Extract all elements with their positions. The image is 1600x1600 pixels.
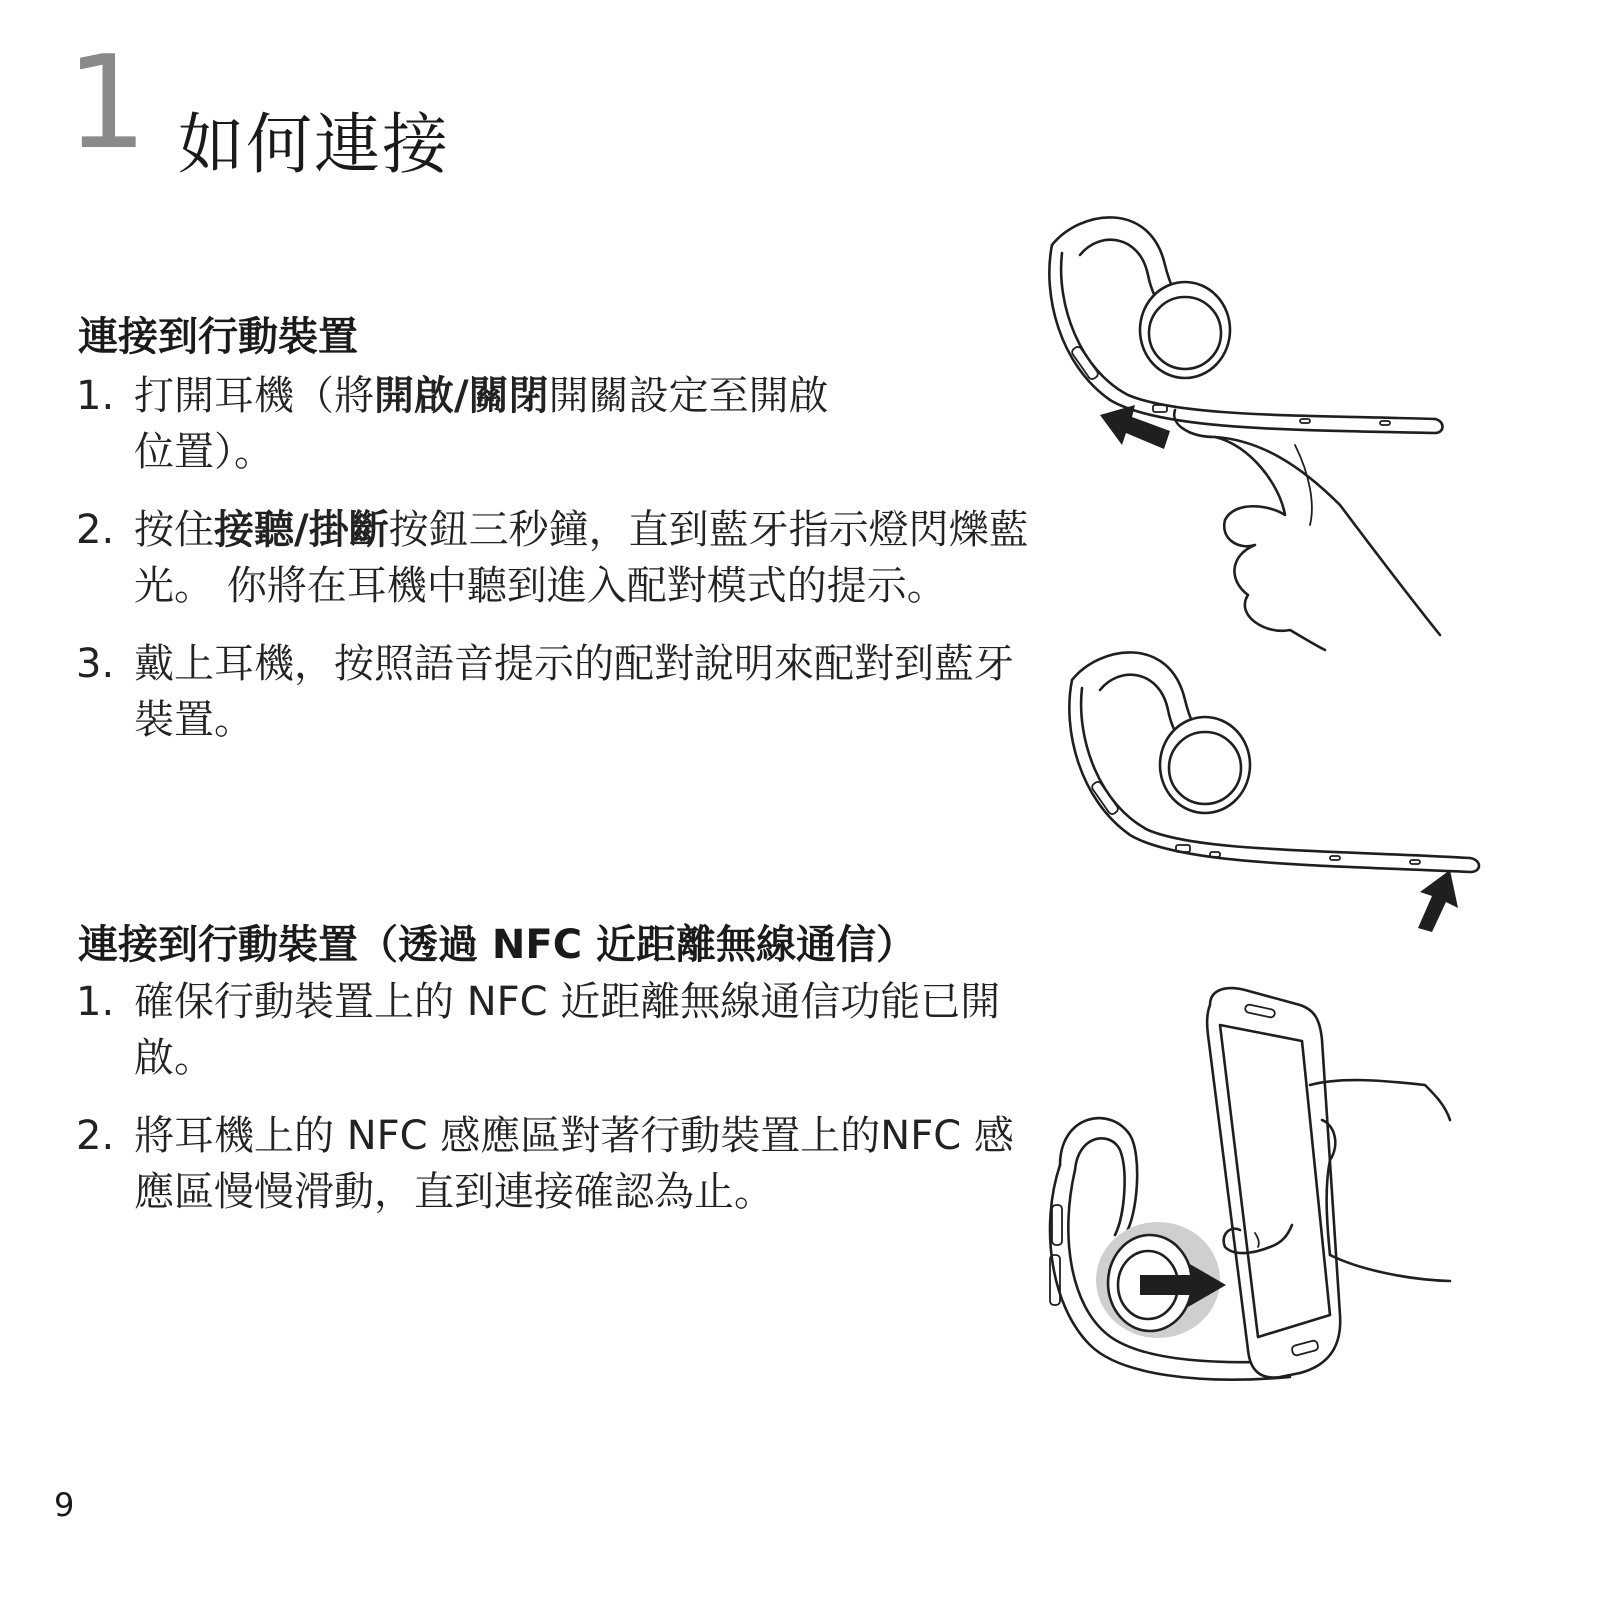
hand-icon — [1174, 410, 1440, 650]
headset-tip-illustration — [1060, 640, 1490, 940]
step-bold-text: 接聽/掛斷 — [214, 507, 389, 553]
list-item — [76, 502, 1034, 614]
headset-button-press-illustration — [1040, 205, 1460, 655]
step-number: 1. — [76, 373, 115, 419]
step-text: 戴上耳機，按照語音提示的配對說明來配對到藍牙裝置。 — [134, 641, 1014, 743]
step-text: 按鈕三秒鐘，直到藍牙指示燈閃爍藍光。 你將在耳機中聽到進入配對模式的提示。 — [134, 507, 1029, 609]
headset-icon — [1049, 217, 1442, 433]
list-item — [76, 974, 1034, 1086]
step-text: 確保行動裝置上的 NFC 近距離無線通信功能已開啟。 — [134, 979, 1001, 1081]
step-text: 按住 — [134, 507, 214, 553]
chapter-number: 1 — [66, 29, 148, 178]
nfc-steps-list — [76, 974, 1036, 1242]
nfc-pairing-illustration — [1030, 985, 1460, 1395]
arrow-up-icon — [1418, 870, 1458, 932]
step-text: 打開耳機（將 — [134, 373, 374, 419]
chapter-title: 如何連接 — [178, 106, 450, 183]
step-number: 3. — [76, 641, 115, 687]
section-heading-connect: 連接到行動裝置 — [78, 314, 358, 361]
headset-icon — [1069, 652, 1479, 872]
connect-steps-list — [76, 368, 1029, 770]
step-bold-text: 開啟/關閉 — [374, 373, 549, 419]
list-item — [76, 368, 866, 480]
step-number: 2. — [76, 1113, 115, 1159]
step-text: 開關設定至開啟位置）。 — [134, 373, 829, 475]
list-item — [76, 636, 1034, 748]
phone-icon — [1207, 988, 1340, 1377]
section-heading-nfc: 連接到行動裝置（透過 NFC 近距離無線通信） — [78, 922, 917, 969]
page-number: 9 — [54, 1486, 75, 1524]
step-number: 2. — [76, 507, 115, 553]
step-text: 將耳機上的 NFC 感應區對著行動裝置上的NFC 感應區慢慢滑動，直到連接確認為止。 — [134, 1113, 1014, 1215]
list-item — [76, 1108, 1014, 1220]
step-number: 1. — [76, 979, 115, 1025]
